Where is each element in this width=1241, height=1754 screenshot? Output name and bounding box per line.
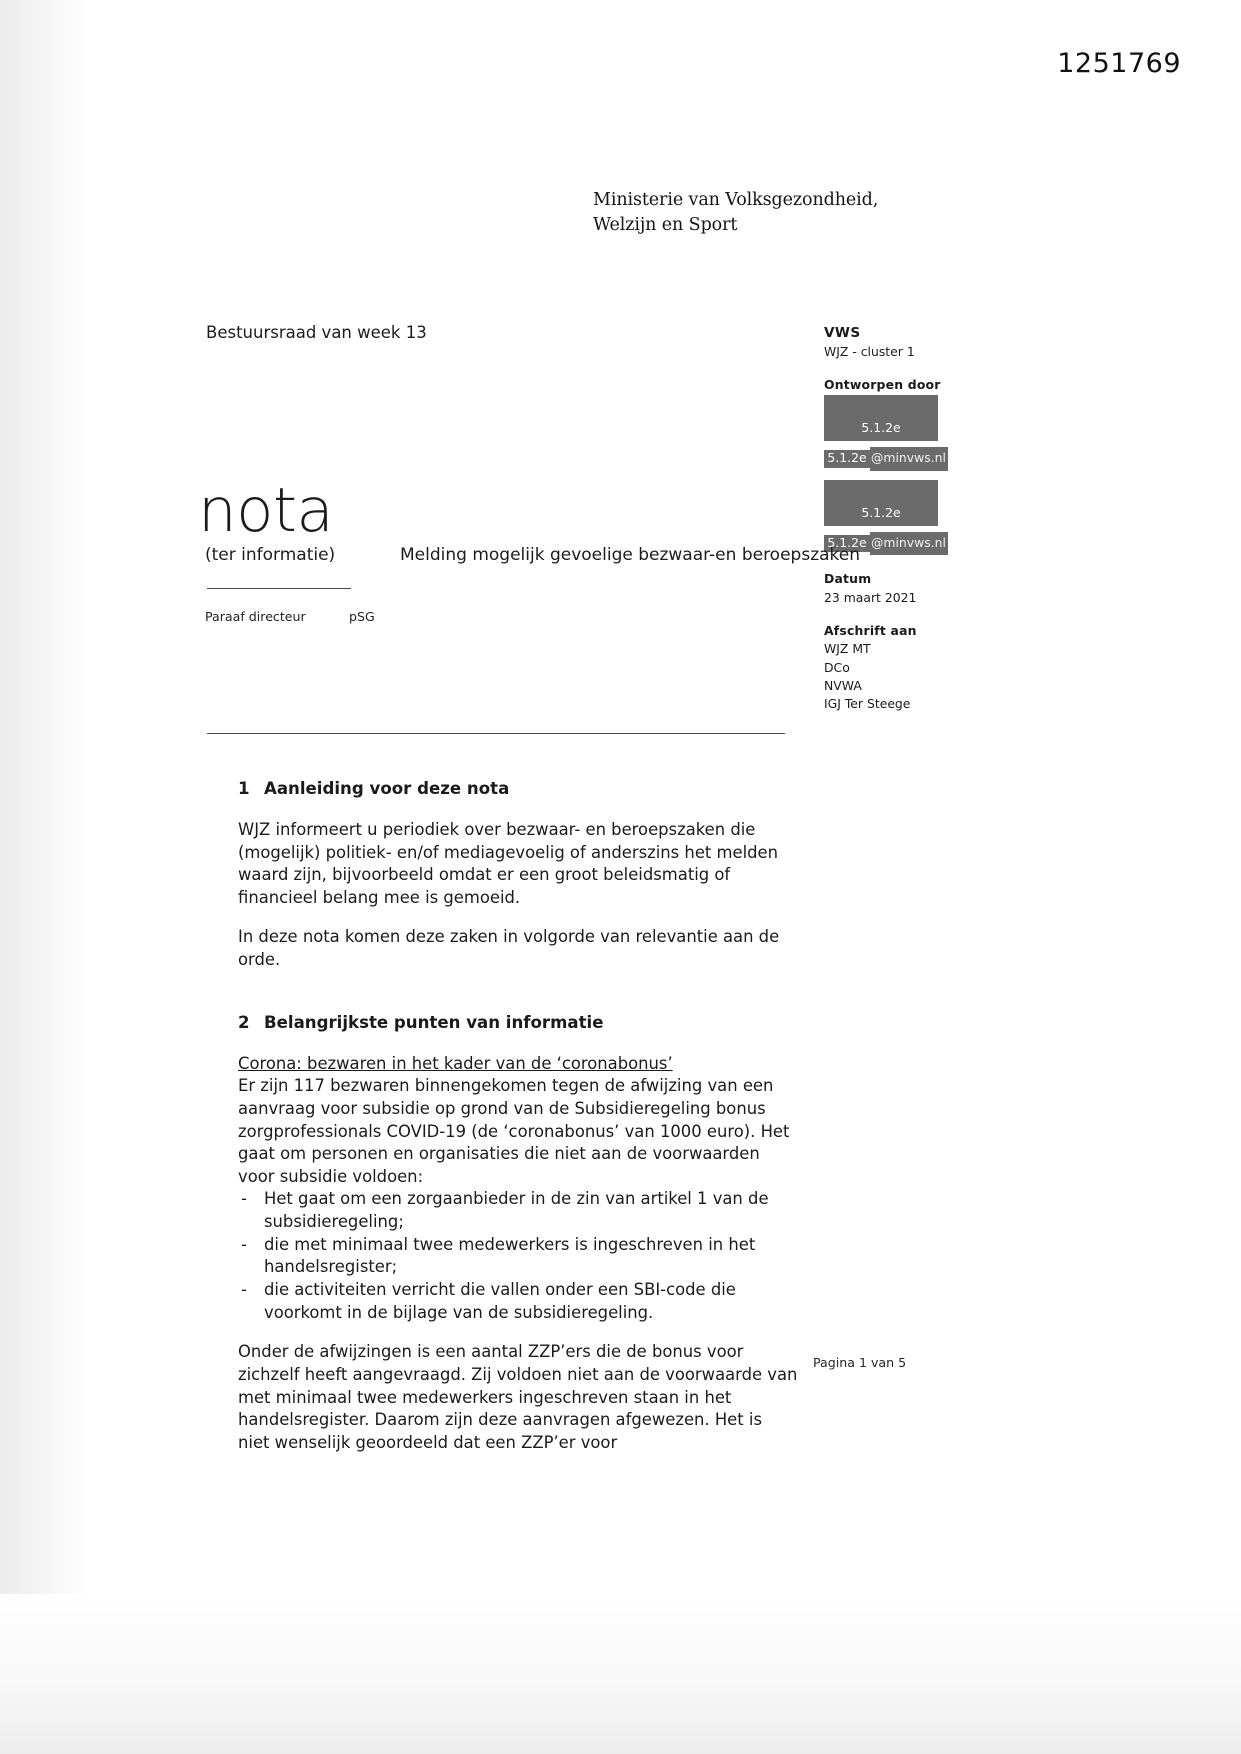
redaction-code-1: 5.1.2e [861, 420, 901, 436]
section-2-closing: Onder de afwijzingen is een aantal ZZP’ers die de bonus voor zichzelf heeft aangevraagd. Zij voldoen niet aan de voorwaarde van met minimaal twee medewerkers ingeschreven staan in het handelsregister. Daarom zijn deze aanvragen afgewezen. Het is niet wenselijk geoordeeld dat een ZZP’er voor [238, 1342, 798, 1452]
page-title: nota [198, 475, 334, 546]
section-1-paragraph-2: In deze nota komen deze zaken in volgorde van relevantie aan de orde. [238, 927, 780, 970]
meta-copy-to-label: Afschrift aan [824, 622, 917, 638]
page-footer: Pagina 1 van 5 [813, 1355, 907, 1370]
title-qualifier: (ter informatie) [205, 545, 336, 565]
conditions-list [238, 1188, 798, 1324]
ministry-header [593, 188, 878, 238]
section-2-title: Belangrijkste punten van informatie [264, 1012, 604, 1032]
meta-column [824, 323, 1084, 714]
section-2-subheading: Corona: bezwaren in het kader van de ‘coronabonus’ [238, 1053, 673, 1073]
redacted-email-1 [824, 447, 1084, 470]
document-number: 1251769 [1057, 48, 1181, 79]
meta-org: VWS [824, 325, 861, 341]
section-1-paragraph-1: WJZ informeert u periodiek over bezwaar- en beroepszaken die (mogelijk) politiek- en/of mediagevoelig of anderszins het melden waard zijn, bijvoorbeeld omdat er een groot beleidsmatig of financieel belang mee is gemoeid. [238, 819, 779, 907]
psg-label: pSG [349, 609, 375, 624]
header-divider [207, 733, 785, 734]
email-domain-2: @minvws.nl [870, 532, 948, 555]
meta-unit: WJZ - cluster 1 [824, 344, 915, 360]
document-subject: Melding mogelijk gevoelige bezwaar-en beroepszaken [400, 545, 861, 565]
list-item: - Het gaat om een zorgaanbieder in de zin van artikel 1 van de subsidieregeling; [238, 1188, 798, 1233]
ministry-line-2: Welzijn en Sport [593, 214, 738, 235]
redaction-box-name-2 [824, 480, 938, 526]
section-2-heading [238, 1012, 798, 1035]
section-1-heading [238, 778, 798, 801]
meta-copy-to-item: WJZ MT [824, 641, 871, 657]
meta-copy-to-item: DCo [824, 659, 850, 675]
email-domain-1: @minvws.nl [870, 447, 948, 470]
section-1-number: 1 [238, 779, 250, 798]
ministry-line-1: Ministerie van Volksgezondheid, [593, 190, 879, 210]
meta-date-label: Datum [824, 571, 872, 587]
signature-rule [207, 588, 351, 589]
section-2-intro: Er zijn 117 bezwaren binnengekomen tegen de afwijzing van een aanvraag voor subsidie op grond van de Subsidieregeling bonus zorgprofessionals COVID-19 (de ‘coronabonus’ van 1000 euro). Het gaat om personen en organisaties die niet aan de voorwaarden voor subsidie voldoen: [238, 1076, 790, 1186]
list-item: - die met minimaal twee medewerkers is ingeschreven in het handelsregister; [238, 1234, 798, 1279]
meta-designed-by-label: Ontworpen door [824, 377, 941, 393]
meta-copy-to-item: NVWA [824, 678, 862, 694]
redaction-code-4: 5.1.2e [824, 535, 870, 552]
redacted-email-2 [824, 532, 1084, 555]
addressee: Bestuursraad van week 13 [206, 323, 427, 342]
meta-copy-to-item: IGJ Ter Steege [824, 696, 911, 712]
redaction-code-2: 5.1.2e [824, 450, 870, 467]
paraaf-label: Paraaf directeur [205, 609, 306, 624]
section-1-title: Aanleiding voor deze nota [264, 779, 510, 798]
meta-date-value: 23 maart 2021 [824, 589, 917, 605]
document-body [238, 778, 798, 1472]
list-item: - die activiteiten verricht die vallen onder een SBI-code die voorkomt in de bijlage van de subsidieregeling. [238, 1279, 798, 1324]
redaction-box-name-1 [824, 395, 938, 441]
section-2-number: 2 [238, 1012, 250, 1032]
redaction-code-3: 5.1.2e [861, 505, 901, 521]
